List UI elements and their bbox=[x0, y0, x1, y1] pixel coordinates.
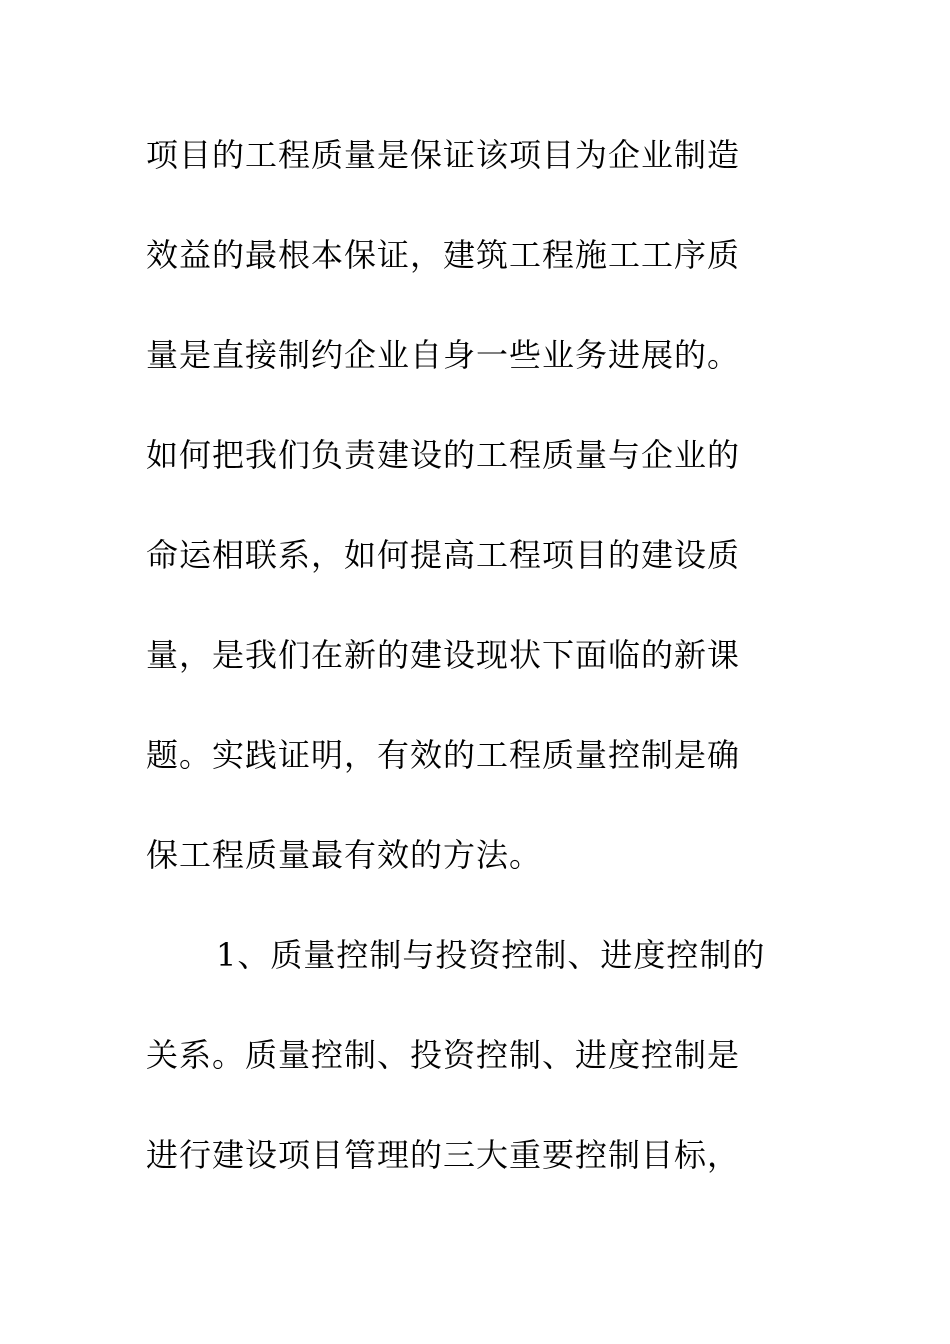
text-line: 题。实践证明，有效的工程质量控制是确 bbox=[146, 736, 741, 774]
text-line: 项目的工程质量是保证该项目为企业制造 bbox=[146, 136, 741, 174]
text-line: 命运相联系，如何提高工程项目的建设质 bbox=[146, 536, 741, 574]
section-heading-line: 1、质量控制与投资控制、进度控制的 bbox=[216, 936, 766, 974]
document-body bbox=[146, 124, 806, 1224]
text-line: 保工程质量最有效的方法。 bbox=[146, 836, 543, 874]
text-line: 效益的最根本保证，建筑工程施工工序质 bbox=[146, 236, 741, 274]
text-line: 量是直接制约企业自身一些业务进展的。 bbox=[146, 336, 741, 374]
text-line: 关系。质量控制、投资控制、进度控制是 bbox=[146, 1036, 741, 1074]
text-line: 量，是我们在新的建设现状下面临的新课 bbox=[146, 636, 741, 674]
text-line: 如何把我们负责建设的工程质量与企业的 bbox=[146, 436, 741, 474]
text-line: 进行建设项目管理的三大重要控制目标， bbox=[146, 1136, 741, 1174]
